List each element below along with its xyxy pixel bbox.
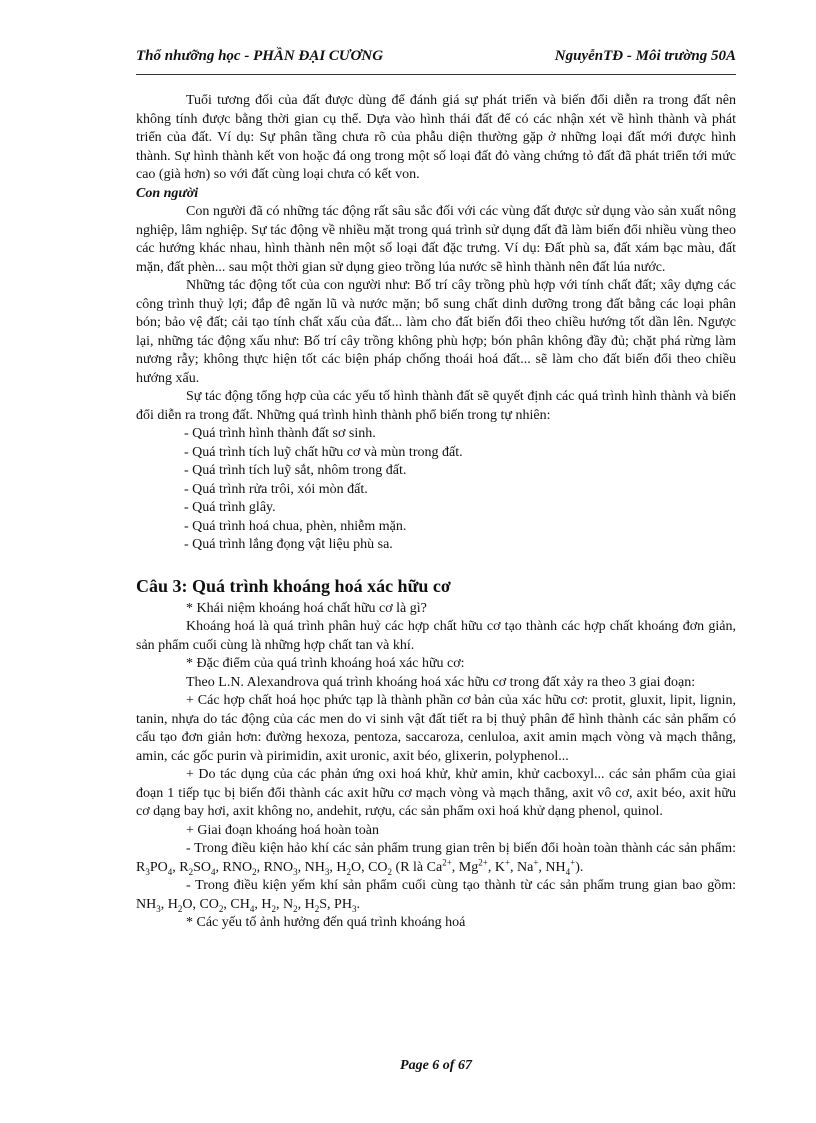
question-definition: * Khái niệm khoáng hoá chất hữu cơ là gì? (186, 600, 427, 616)
paragraph-aerobic: - Trong điều kiện hảo khí các sản phẩm trung gian trên bị biến đổi hoàn toàn thành các sản phẩm: $R_3PO_4$, $R_2SO_4$, $RNO_2$, $RNO_3$, $NH_3$, $H_2O$, $CO_2$ (R là $Ca^{2+}$, $Mg^{2+}$, K+, Na+, $NH_4^+$). (136, 841, 736, 877)
list-item: - Quá trình rửa trôi, xói mòn đất. (184, 481, 368, 497)
question-characteristics: * Đặc điểm của quá trình khoáng hoá xác hữu cơ: (186, 656, 465, 671)
header-author: NguyễnTĐ - Môi trường 50A (554, 48, 736, 64)
paragraph-stage-1: + Các hợp chất hoá học phức tạp là thành phần cơ bản của xác hữu cơ: protit, gluxit, lipit, lignin, tanin, nhựa do tác động của các men do vi sinh vật đất tiết ra bị thuỷ phân để hình thành các sản phẩm có cấu tạo đơn giản hơn: đường hexoza, pentoza, saccaroza, cenluloa, axit amin mạch vòng và mạch thẳng, amin, các gốc purin và pirimidin, axit uronic, axit béo, glixerin, polyphenol... (136, 693, 736, 764)
page-footer: Page 6 of 67 (400, 1058, 472, 1073)
header-divider (136, 74, 736, 75)
paragraph-anaerobic: - Trong điều kiện yếm khí sản phẩm cuối cùng tạo thành từ các sản phẩm trung gian bao gồm: $NH_3$, $H_2O$, $CO_2$, $CH_4$, $H_2$, $N_2$, $H_2S$, $PH_3$. (136, 878, 736, 914)
list-item: - Quá trình hình thành đất sơ sinh. (184, 426, 376, 441)
paragraph-stage-2: + Do tác dụng của các phản ứng oxi hoá khử, khử amin, khử cacboxyl... các sản phẩm của giai đoạn 1 tiếp tục bị biến đổi thành các axit hữu cơ mạch vòng và mạch thẳng, axit vô cơ, axit béo, axit hữu cơ dạng bay hơi, axit không no, andehit, rượu, các sản phẩm oxi hoá khử dạng phenol, quinol. (136, 767, 736, 819)
list-item: - Quá trình lắng đọng vật liệu phù sa. (184, 537, 393, 552)
section-title: Câu 3: Quá trình khoáng hoá xác hữu cơ (136, 575, 451, 596)
paragraph-definition: Khoáng hoá là quá trình phân huỷ các hợp chất hữu cơ tạo thành các hợp chất khoáng đơn giản, sản phẩm cuối cùng là những hợp chất tan và khí. (136, 619, 736, 653)
list-item: - Quá trình glây. (184, 500, 276, 515)
list-item: - Quá trình tích luỹ sắt, nhôm trong đất. (184, 463, 407, 478)
subheading-human: Con người (136, 185, 199, 201)
page-header (136, 48, 736, 74)
document-body (136, 92, 736, 933)
paragraph-human-impact: Con người đã có những tác động rất sâu sắc đối với các vùng đất được sử dụng vào sản xuất nông nghiệp, lâm nghiệp. Sự tác động về nhiều mặt trong quá trình sử dụng đất đã làm biến đổi nhiều vùng theo các hướng khác nhau, hình thành nên một số loại đất đặc trưng. Ví dụ: Đất phù sa, đất xám bạc màu, đất mặn, đất phèn... sau một thời gian sử dụng gieo trồng lúa nước sẽ hình thành nên đất lúa nước. (136, 204, 736, 275)
header-title: Thổ nhưỡng học - PHẦN ĐẠI CƯƠNG (136, 48, 384, 64)
paragraph-good-bad-impact: Những tác động tốt của con người như: Bố trí cây trồng phù hợp với tính chất đất; xây dựng các công trình thuỷ lợi; đắp đê ngăn lũ và nước mặn; bổ sung chất dinh dưỡng trong đất bằng các loại phân bón; bảo vệ đất; cải tạo tính chất xấu của đất... làm cho đất biến đổi theo chiều hướng tốt dần lên. Ngược lại, những tác động xấu như: Bố trí cây trồng không phù hợp; bón phân không đầy đủ; chặt phá rừng làm nương rẫy; không thực hiện tốt các biện pháp chống thoái hoá đất... sẽ làm cho đất biến đổi theo chiều hướng xấu. (136, 278, 736, 386)
paragraph-soil-age: Tuổi tương đối của đất được dùng để đánh giá sự phát triển và biến đổi diễn ra trong đất nên không tính được bằng thời gian cụ thể. Dựa vào hình thái đất để có các nhận xét về hình thành và phát triển của đất. Ví dụ: Sự phân tầng chưa rõ của phẫu diện thường gặp ở những loại đất mới được hình thành. Sự hình thành kết von hoặc đá ong trong một số loại đất đỏ vàng chứng tỏ đất đã phát triển tới mức cao (già hơn) so với đất cùng loại chưa có kết von. (136, 93, 736, 182)
list-item: - Quá trình tích luỹ chất hữu cơ và mùn trong đất. (184, 444, 463, 460)
paragraph-alexandrova: Theo L.N. Alexandrova quá trình khoáng hoá xác hữu cơ trong đất xảy ra theo 3 giai đoạn: (186, 674, 696, 690)
paragraph-stage-3-heading: + Giai đoạn khoáng hoá hoàn toàn (186, 822, 379, 838)
list-item: - Quá trình hoá chua, phèn, nhiễm mặn. (184, 518, 407, 534)
paragraph-combined-factors: Sự tác động tổng hợp của các yếu tố hình thành đất sẽ quyết định các quá trình hình thành và biến đổi diễn ra trong đất. Những quá trình hình thành phổ biến trong tự nhiên: (136, 389, 736, 423)
question-factors: * Các yếu tố ảnh hưởng đến quá trình khoáng hoá (186, 915, 466, 930)
